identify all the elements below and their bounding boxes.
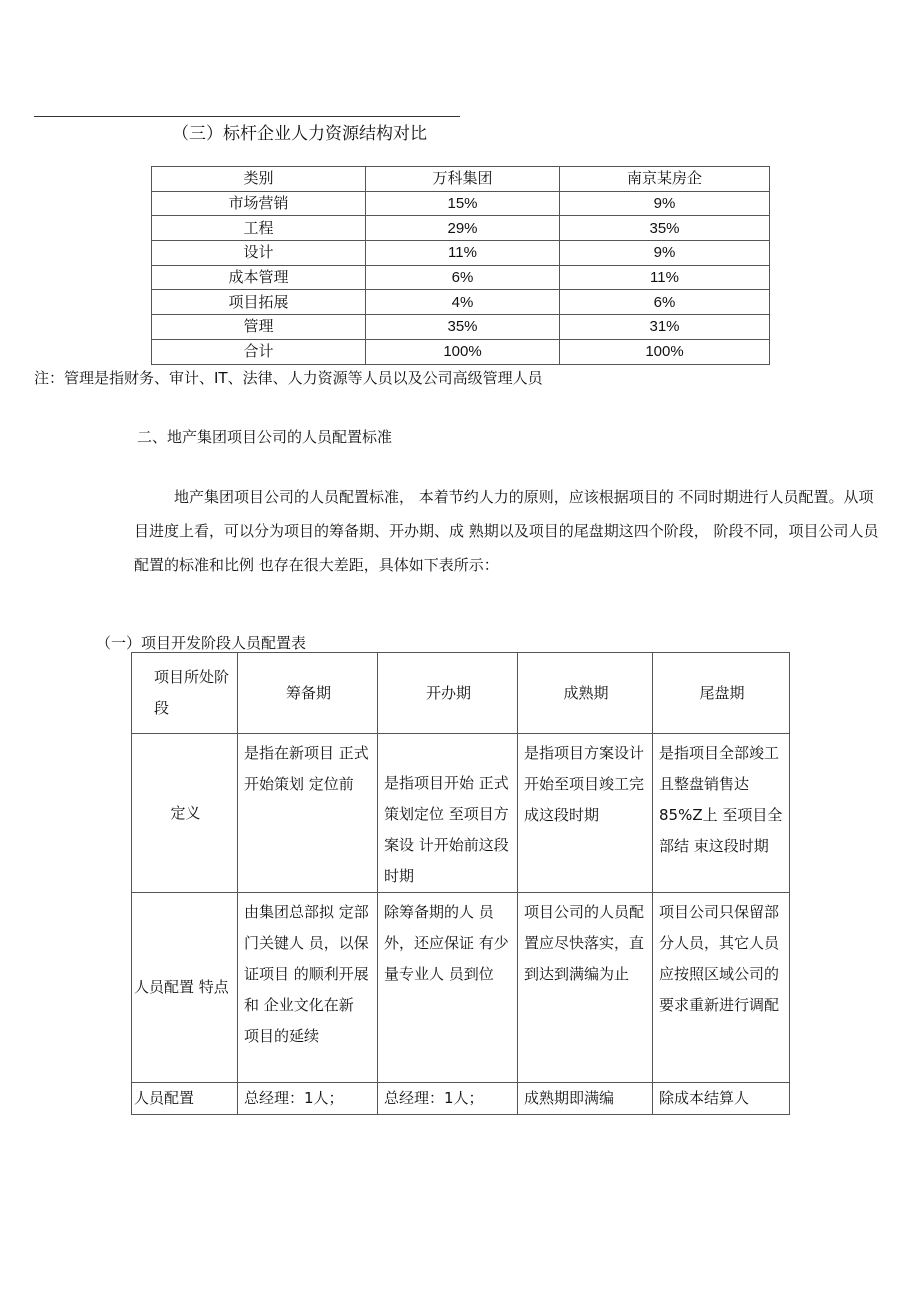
table-header-row — [152, 167, 770, 192]
table-caption: （一）项目开发阶段人员配置表 — [96, 634, 307, 652]
table-cell: 是指在新项目 正式开始策划 定位前 — [238, 734, 378, 893]
section-title: （三）标杆企业人力资源结构对比 — [172, 124, 427, 144]
table-cell: 项目公司只保留部分人员，其它人员应按照区域公司的要求重新进行调配 — [653, 893, 790, 1083]
section-heading: 二、地产集团项目公司的人员配置标准 — [137, 428, 393, 446]
vanke-value: 29% — [366, 216, 560, 241]
column-header: 万科集团 — [366, 167, 560, 192]
row-label: 设计 — [152, 241, 366, 266]
column-header: 筹备期 — [238, 653, 378, 734]
nanjing-value: 11% — [560, 265, 770, 290]
table-row — [152, 315, 770, 340]
body-paragraph: 地产集团项目公司的人员配置标准， 本着节约人力的原则，应该根据项目的 不同时期进行人员配置。从项目进度上看，可以分为项目的筹备期、开办期、成 熟期以及项目的尾盘期这四个阶段， 阶段不同，项目公司人员配置的标准和比例 也存在很大差距，具体如下表所示： — [134, 488, 879, 574]
row-label: 项目拓展 — [152, 290, 366, 315]
table-cell: 总经理：1人； — [378, 1083, 518, 1115]
nanjing-value: 31% — [560, 315, 770, 340]
table-row — [152, 339, 770, 364]
table-row — [152, 265, 770, 290]
column-header: 开办期 — [378, 653, 518, 734]
vanke-value: 100% — [366, 339, 560, 364]
nanjing-value: 9% — [560, 191, 770, 216]
nanjing-value: 6% — [560, 290, 770, 315]
row-label: 工程 — [152, 216, 366, 241]
row-label: 人员配置 — [132, 1083, 238, 1115]
column-header: 南京某房企 — [560, 167, 770, 192]
row-label: 合计 — [152, 339, 366, 364]
row-label: 成本管理 — [152, 265, 366, 290]
hr-structure-table — [151, 166, 770, 365]
row-label: 管理 — [152, 315, 366, 340]
column-header: 类别 — [152, 167, 366, 192]
table-row — [132, 1083, 790, 1115]
table-row — [152, 191, 770, 216]
vanke-value: 11% — [366, 241, 560, 266]
table-row — [132, 734, 790, 893]
column-header: 成熟期 — [518, 653, 653, 734]
table-cell: 是指项目开始 正式策划定位 至项目方案设 计开始前这段 时期 — [378, 734, 518, 893]
column-header: 项目所处阶段 — [132, 653, 238, 734]
top-rule — [34, 116, 460, 117]
row-label: 市场营销 — [152, 191, 366, 216]
vanke-value: 35% — [366, 315, 560, 340]
table-note: 注：管理是指财务、审计、IT、法律、人力资源等人员以及公司高级管理人员 — [34, 369, 543, 387]
row-label: 人员配置 特点 — [132, 893, 238, 1083]
table-row — [152, 216, 770, 241]
table-row — [132, 893, 790, 1083]
table-cell: 除成本结算人 — [653, 1083, 790, 1115]
table-cell: 除筹备期的人 员外，还应保证 有少量专业人 员到位 — [378, 893, 518, 1083]
column-header: 尾盘期 — [653, 653, 790, 734]
vanke-value: 4% — [366, 290, 560, 315]
table-row — [152, 241, 770, 266]
table-row — [152, 290, 770, 315]
table-cell: 由集团总部拟 定部门关键人 员，以保证项目 的顺利开展和 企业文化在新 项目的延续 — [238, 893, 378, 1083]
table-cell: 成熟期即满编 — [518, 1083, 653, 1115]
staffing-table — [131, 652, 790, 1115]
nanjing-value: 35% — [560, 216, 770, 241]
vanke-value: 6% — [366, 265, 560, 290]
table-cell: 是指项目全部竣工且整盘销售达85%Z上 至项目全部结 束这段时期 — [653, 734, 790, 893]
table-cell: 项目公司的人员配置应尽快落实，直到达到满编为止 — [518, 893, 653, 1083]
nanjing-value: 9% — [560, 241, 770, 266]
vanke-value: 15% — [366, 191, 560, 216]
table-header-row — [132, 653, 790, 734]
nanjing-value: 100% — [560, 339, 770, 364]
row-label: 定义 — [132, 734, 238, 893]
table-cell: 总经理：1人； — [238, 1083, 378, 1115]
table-cell: 是指项目方案设计开始至项目竣工完成这段时期 — [518, 734, 653, 893]
